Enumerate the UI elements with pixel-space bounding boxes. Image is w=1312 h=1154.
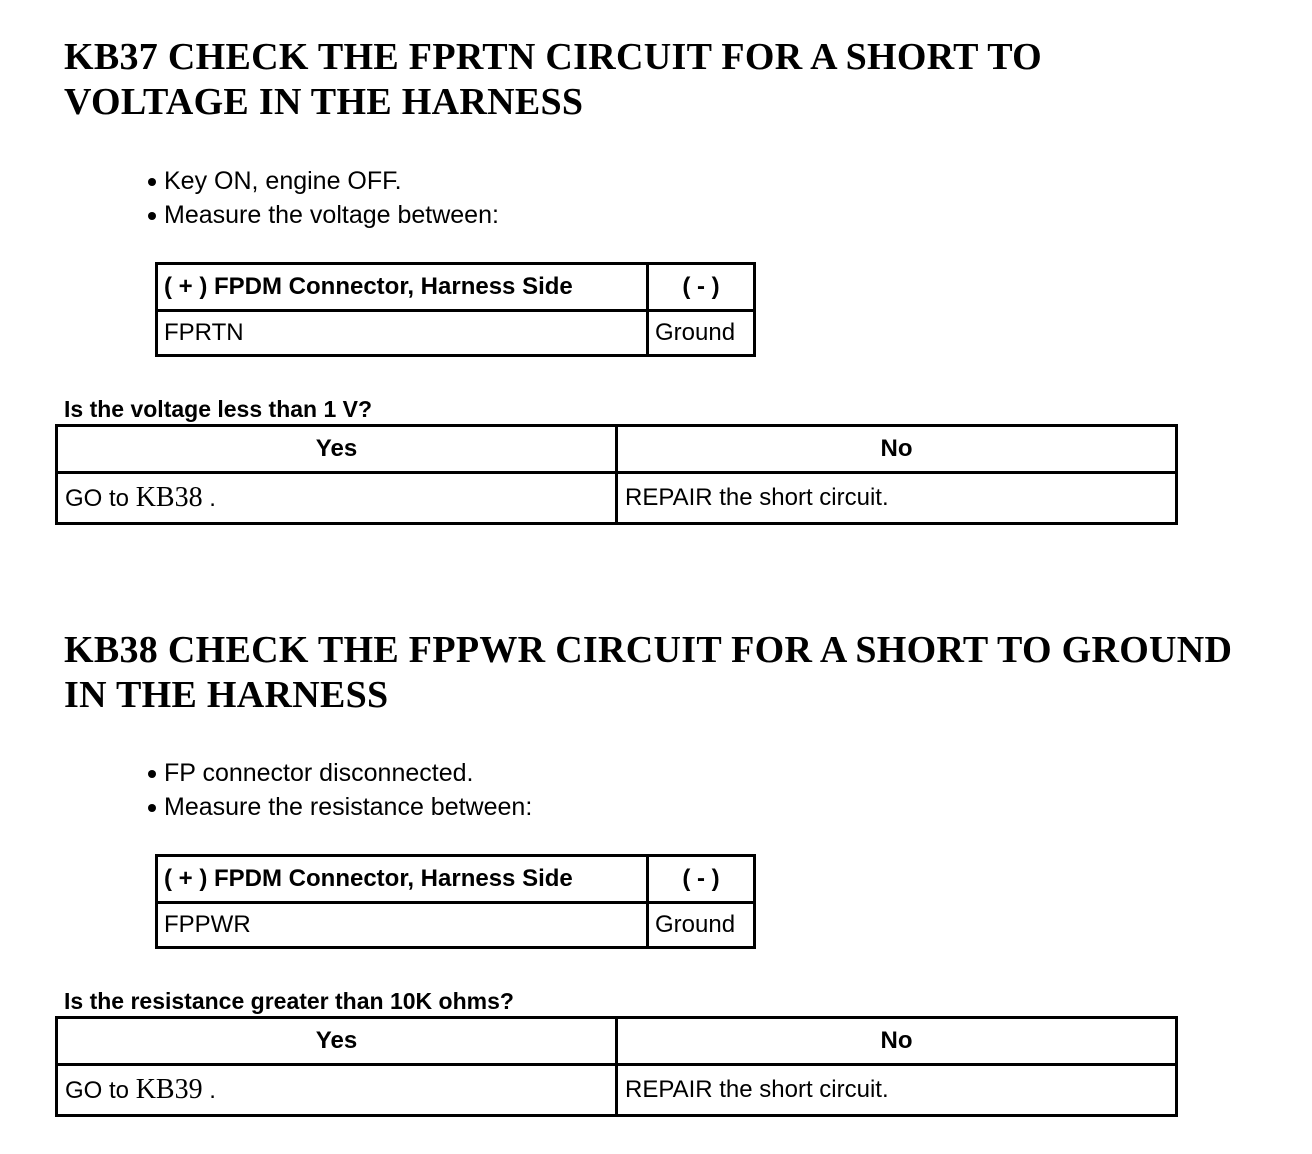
table-row <box>57 1065 1177 1116</box>
yes-prefix: GO to <box>65 485 136 512</box>
yes-suffix: . <box>202 485 216 512</box>
decision-table <box>55 424 1178 525</box>
no-action-cell: REPAIR the short circuit. <box>617 1065 1177 1116</box>
yes-header: Yes <box>57 1018 617 1065</box>
decision-table <box>55 1016 1178 1117</box>
heading-line-1: KB37 CHECK THE FPRTN CIRCUIT FOR A SHORT TO <box>64 36 1043 78</box>
negative-lead-header: ( - ) <box>648 856 755 903</box>
heading-line-2: IN THE HARNESS <box>64 674 389 716</box>
measurement-table <box>155 854 756 949</box>
instruction-list <box>146 756 532 824</box>
table-header-row <box>157 856 755 903</box>
negative-lead-cell: Ground <box>648 311 755 356</box>
table-header-row <box>57 426 1177 473</box>
table-header-row <box>57 1018 1177 1065</box>
table-row <box>57 473 1177 524</box>
positive-lead-header: ( + ) FPDM Connector, Harness Side <box>157 856 648 903</box>
table-row <box>157 903 755 948</box>
positive-lead-cell: FPRTN <box>157 311 648 356</box>
instruction-item: Measure the resistance between: <box>146 790 532 824</box>
step-heading <box>64 628 1232 718</box>
heading-line-1: KB38 CHECK THE FPPWR CIRCUIT FOR A SHORT TO GROUND <box>64 629 1233 671</box>
instruction-item: Key ON, engine OFF. <box>146 164 499 198</box>
table-row <box>157 311 755 356</box>
goto-step-link[interactable]: KB39 <box>135 1074 203 1105</box>
no-action-cell: REPAIR the short circuit. <box>617 473 1177 524</box>
heading-line-2: VOLTAGE IN THE HARNESS <box>64 81 584 123</box>
step-heading <box>64 35 1042 125</box>
yes-action-cell <box>57 1065 617 1116</box>
yes-prefix: GO to <box>65 1077 136 1104</box>
decision-question: Is the resistance greater than 10K ohms? <box>64 988 514 1014</box>
positive-lead-header: ( + ) FPDM Connector, Harness Side <box>157 264 648 311</box>
yes-suffix: . <box>202 1077 216 1104</box>
instruction-item: Measure the voltage between: <box>146 198 499 232</box>
no-header: No <box>617 426 1177 473</box>
no-header: No <box>617 1018 1177 1065</box>
positive-lead-cell: FPPWR <box>157 903 648 948</box>
goto-step-link[interactable]: KB38 <box>135 482 203 513</box>
measurement-table <box>155 262 756 357</box>
table-header-row <box>157 264 755 311</box>
instruction-item: FP connector disconnected. <box>146 756 532 790</box>
yes-header: Yes <box>57 426 617 473</box>
decision-question: Is the voltage less than 1 V? <box>64 396 373 422</box>
instruction-list <box>146 164 499 232</box>
negative-lead-cell: Ground <box>648 903 755 948</box>
yes-action-cell <box>57 473 617 524</box>
negative-lead-header: ( - ) <box>648 264 755 311</box>
